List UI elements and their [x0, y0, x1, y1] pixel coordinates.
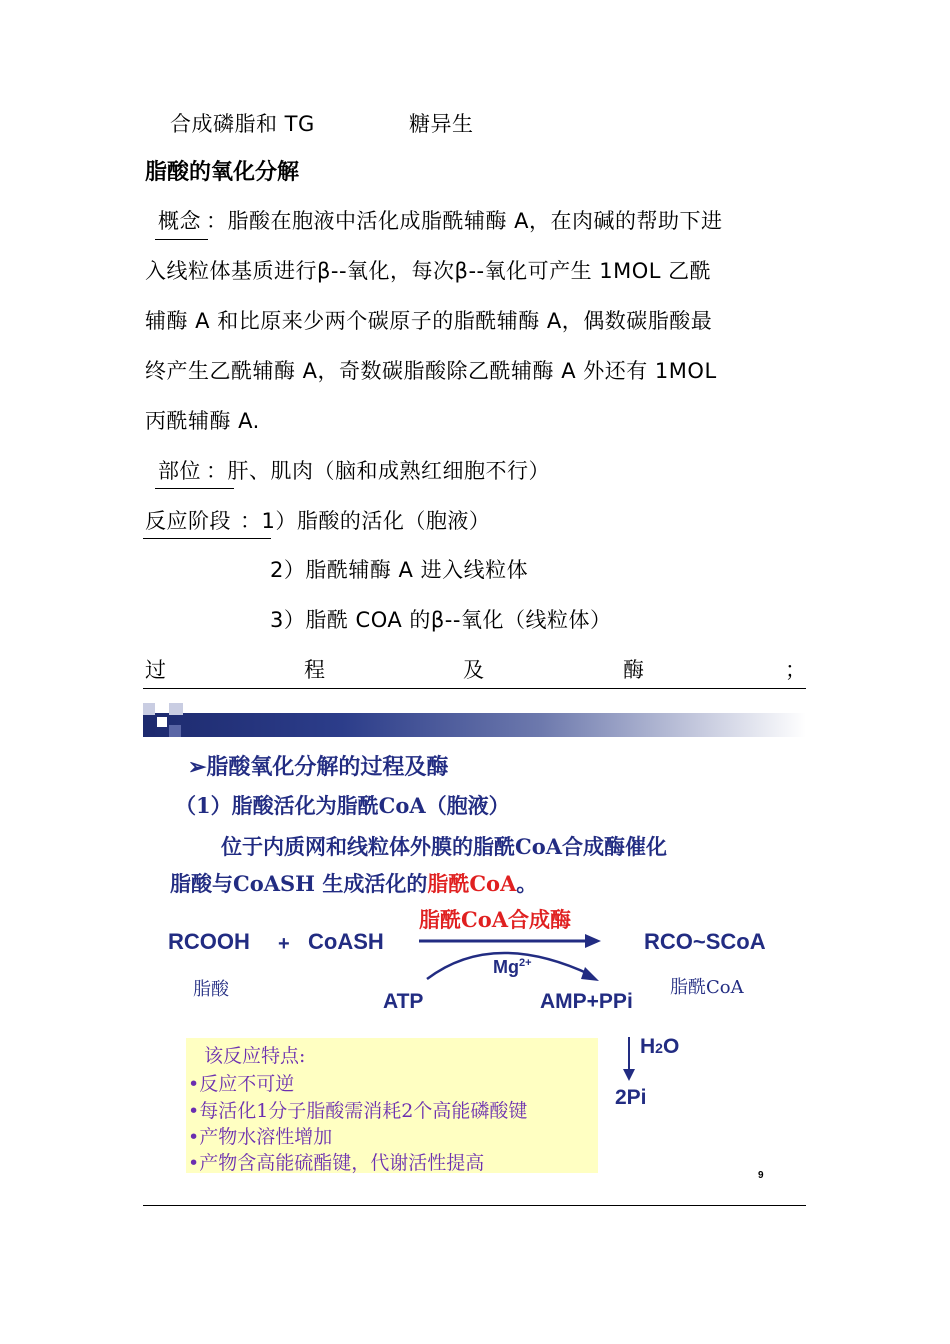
- pi-label: 2Pi: [615, 1086, 647, 1109]
- h2o-label: [640, 1035, 679, 1059]
- enzyme-label: 脂酰CoA合成酶: [419, 907, 572, 932]
- banner-square-1: [143, 703, 155, 715]
- slide-page-number: 9: [758, 1170, 764, 1181]
- slide-subtitle: （1）脂酸活化为脂酰CoA（胞液）: [175, 793, 510, 818]
- label-fatty-acid: 脂酸: [193, 979, 229, 1000]
- reactant-rcooh: RCOOH: [168, 929, 250, 954]
- feature-item-4: •产物含高能硫酯键，代谢活性提高: [188, 1152, 485, 1174]
- process-underline: [143, 688, 806, 689]
- reactant-coash: CoASH: [308, 929, 384, 954]
- slide-banner: [143, 713, 806, 737]
- stages-label: 反应阶段: [145, 509, 231, 533]
- feature-item-2: •每活化1分子脂酸需消耗2个高能磷酸键: [188, 1100, 528, 1122]
- location-underline: [155, 488, 234, 489]
- banner-square-4: [169, 703, 183, 715]
- process-char-3: 及: [463, 658, 485, 682]
- desc2-highlight: 脂酰CoA: [427, 871, 517, 896]
- stages-underline: [143, 538, 271, 539]
- features-box: [186, 1038, 598, 1173]
- product-rcoscoa: RCO~SCoA: [644, 929, 766, 954]
- concept-line-2: 入线粒体基质进行β--氧化，每次β--氧化可产生 1MOL 乙酰: [145, 259, 712, 283]
- feature-item-3: •产物水溶性增加: [188, 1126, 333, 1148]
- curved-arrow-head: [581, 967, 599, 981]
- top-line-right: 糖异生: [409, 112, 474, 136]
- concept-line-3: 辅酶 A 和比原来少两个碳原子的脂酰辅酶 A，偶数碳脂酸最: [145, 309, 713, 333]
- process-char-1: 过: [145, 658, 167, 682]
- mg-ion: [493, 957, 532, 978]
- concept-label: 概念: [158, 209, 201, 233]
- hydrolysis-arrow: [621, 1035, 637, 1085]
- banner-square-2: [143, 721, 155, 735]
- feature-item-1: •反应不可逆: [188, 1073, 295, 1095]
- stage-3: 3）脂酰 COA 的β--氧化（线粒体）: [270, 608, 612, 632]
- h2o-subscript: 2: [655, 1040, 663, 1056]
- h2o-o: O: [662, 1035, 680, 1058]
- main-arrow-head: [585, 934, 601, 948]
- hydrolysis-arrow-head: [623, 1069, 635, 1081]
- slide-desc-line-2: [170, 868, 537, 898]
- embedded-slide: [143, 703, 806, 1193]
- process-char-2: 程: [304, 658, 326, 682]
- plus-sign: +: [278, 933, 290, 955]
- concept-line-5: 丙酰辅酶 A.: [145, 409, 260, 433]
- concept-line-4: 终产生乙酰辅酶 A，奇数碳脂酸除乙酰辅酶 A 外还有 1MOL: [145, 359, 717, 383]
- mg-symbol: Mg: [493, 957, 519, 977]
- slide-title: ➢脂酸氧化分解的过程及酶: [188, 754, 449, 780]
- mg-charge: 2+: [519, 957, 532, 969]
- features-title: 该反应特点:: [204, 1045, 306, 1067]
- bottom-rule: [143, 1205, 806, 1206]
- atp-label: ATP: [383, 990, 424, 1013]
- process-char-5: ；: [785, 658, 807, 682]
- h2o-h: H: [640, 1035, 656, 1058]
- process-char-4: 酶: [623, 658, 645, 682]
- slide-desc-line-1: 位于内质网和线粒体外膜的脂酰CoA合成酶催化: [221, 834, 668, 859]
- label-acyl-coa: 脂酰CoA: [670, 977, 744, 998]
- concept-underline: [155, 239, 208, 240]
- top-line-left: 合成磷脂和 TG: [170, 112, 315, 136]
- banner-square-3: [157, 717, 167, 727]
- location-label: 部位: [158, 459, 201, 483]
- amp-ppi-label: AMP+PPi: [540, 990, 633, 1013]
- desc2-suffix: 。: [516, 871, 538, 896]
- location-text: ：肝、肌肉（脑和成熟红细胞不行）: [206, 459, 550, 483]
- desc2-prefix: 脂酸与CoASH 生成活化的: [170, 871, 428, 896]
- stage-2: 2）脂酰辅酶 A 进入线粒体: [270, 558, 529, 582]
- banner-square-5: [169, 725, 181, 737]
- concept-line-1: ：脂酸在胞液中活化成脂酰辅酶 A，在肉碱的帮助下进: [206, 209, 723, 233]
- section-heading: 脂酸的氧化分解: [145, 160, 300, 185]
- stage-1: ：1）脂酸的活化（胞液）: [240, 509, 491, 533]
